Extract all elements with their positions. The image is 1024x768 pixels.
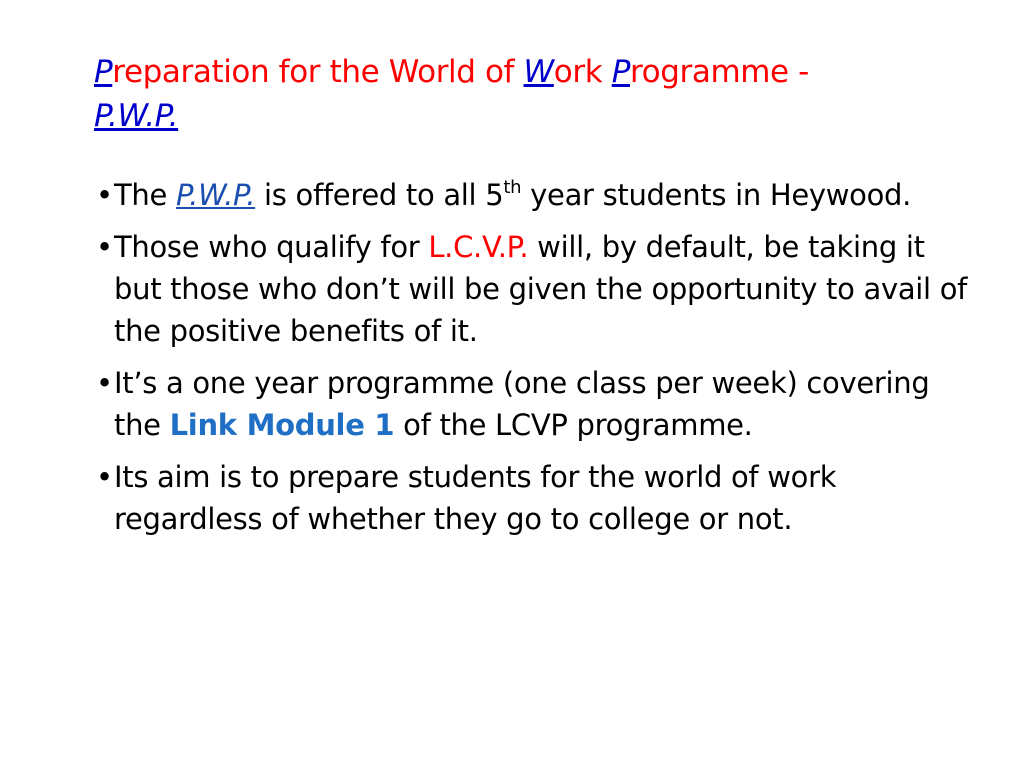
text: is offered to all 5	[255, 178, 504, 212]
title-p-letter: P	[94, 54, 113, 90]
title-text-3: rogramme -	[630, 54, 809, 90]
text: The	[114, 178, 176, 212]
bullet-list	[96, 174, 976, 550]
text: will, by default, be taking it but those who don’t will be given the opportunity to avail of the positive benefits of it.	[114, 230, 968, 348]
slide-title	[94, 50, 974, 138]
text: of the LCVP programme.	[394, 408, 753, 442]
bullet-item-1	[96, 174, 976, 216]
title-w-letter: W	[523, 54, 554, 90]
pwp-abbreviation: P.W.P.	[175, 178, 256, 212]
text: Those who qualify for	[114, 230, 429, 264]
title-p2-letter: P	[611, 54, 631, 90]
ordinal-suffix: th	[503, 177, 522, 198]
bullet-item-3	[96, 362, 976, 446]
title-text-2: ork	[553, 54, 612, 90]
text: Its aim is to prepare students for the world of work regardless of whether they go to college or not.	[114, 460, 837, 536]
title-text-1: reparation for the World of	[112, 54, 524, 90]
lcvp-abbreviation: L.C.V.P.	[428, 230, 529, 264]
bullet-dot: •	[96, 178, 113, 212]
bullet-item-4	[96, 456, 976, 540]
bullet-dot: •	[96, 366, 113, 400]
title-abbreviation: P.W.P.	[94, 98, 179, 134]
text: year students in Heywood.	[521, 178, 912, 212]
bullet-dot: •	[96, 230, 113, 264]
bullet-dot: •	[96, 460, 113, 494]
bullet-item-2	[96, 226, 976, 352]
text: It’s a one year programme (one class per week) covering the	[114, 366, 930, 442]
link-module-text: Link Module 1	[169, 408, 395, 442]
